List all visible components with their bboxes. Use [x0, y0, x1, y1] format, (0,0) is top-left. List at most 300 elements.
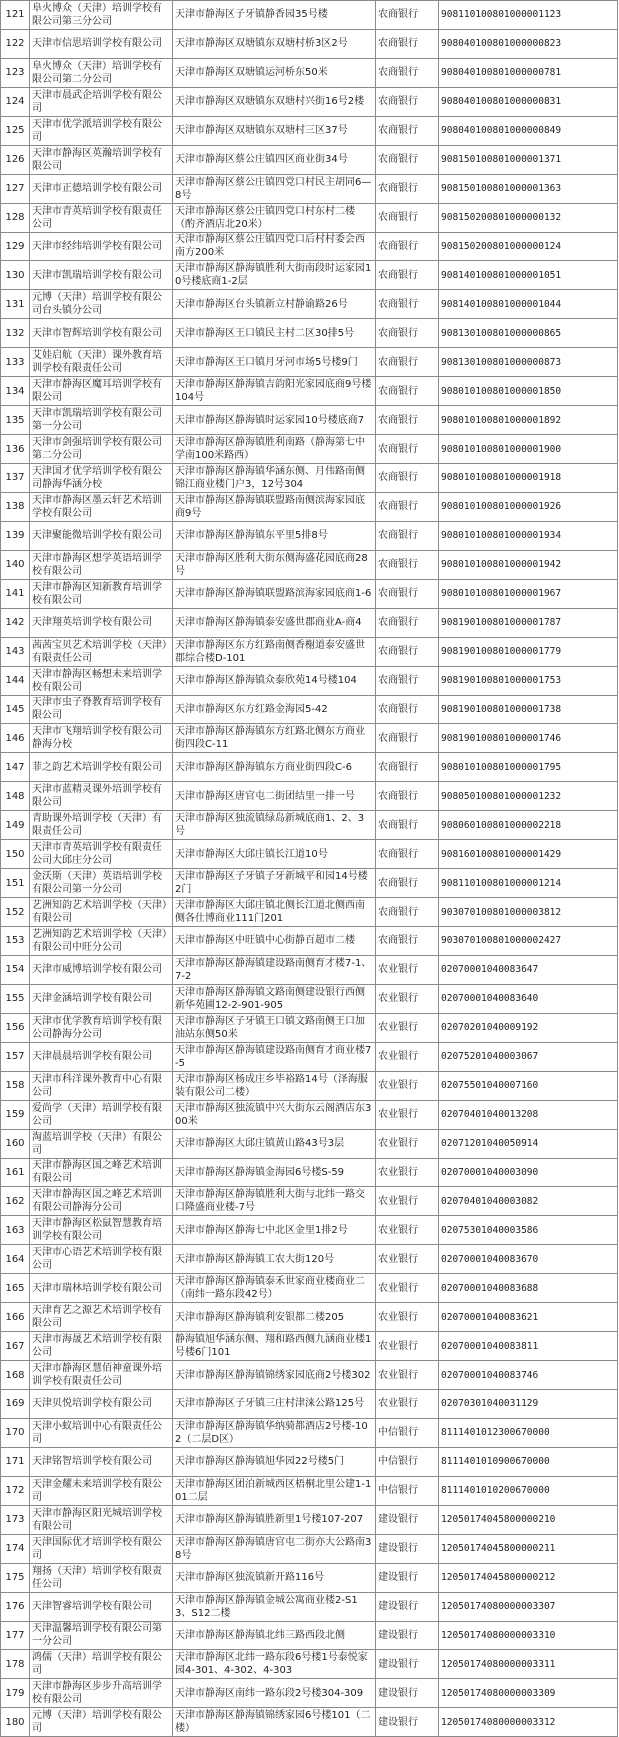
- school-name-cell: 天津市静海区畅想未来培训学校有限公司: [30, 666, 173, 695]
- row-number-cell: 124: [1, 87, 30, 116]
- bank-name-cell: 农业银行: [376, 1013, 439, 1042]
- account-number-cell: 02070001040083621: [439, 1303, 618, 1332]
- bank-name-cell: 农商银行: [376, 898, 439, 927]
- table-row: [1, 1332, 618, 1361]
- school-name-cell: 天津晨晨培训学校有限公司: [30, 1042, 173, 1071]
- row-number-cell: 168: [1, 1361, 30, 1390]
- address-cell: 天津市静海区子牙镇三庄村津涞公路125号: [173, 1390, 376, 1419]
- bank-name-cell: 农商银行: [376, 1, 439, 30]
- bank-name-cell: 农商银行: [376, 377, 439, 406]
- table-row: [1, 840, 618, 869]
- account-number-cell: 12050174045800000211: [439, 1534, 618, 1563]
- row-number-cell: 142: [1, 608, 30, 637]
- address-cell: 天津市静海区静海镇北纬三路西段北侧: [173, 1621, 376, 1650]
- account-number-cell: 908110100801000001123: [439, 1, 618, 30]
- account-number-cell: 12050174080000003310: [439, 1621, 618, 1650]
- account-number-cell: 908140100801000001051: [439, 261, 618, 290]
- school-name-cell: 天津市凯瑞培训学校有限公司第一分公司: [30, 406, 173, 435]
- table-row: [1, 261, 618, 290]
- account-number-cell: 908130100801000000865: [439, 319, 618, 348]
- table-row: [1, 550, 618, 579]
- table-body: [1, 1, 618, 1737]
- address-cell: 静海镇旭华涵东侧、翔和路西侧九涵商业楼1号楼6门101: [173, 1332, 376, 1361]
- account-number-cell: 908010100801000001967: [439, 579, 618, 608]
- account-number-cell: 903070100801000002427: [439, 927, 618, 956]
- account-number-cell: 908150100801000001363: [439, 174, 618, 203]
- school-name-cell: 天津市信思培训学校有限公司: [30, 29, 173, 58]
- row-number-cell: 137: [1, 464, 30, 493]
- address-cell: 天津市静海区独流镇新开路116号: [173, 1563, 376, 1592]
- address-cell: 天津市静海区静海镇胜利大街与北纬一路交口隆盛商业楼-7号: [173, 1187, 376, 1216]
- account-number-cell: 908150200801000000132: [439, 203, 618, 232]
- row-number-cell: 171: [1, 1447, 30, 1476]
- row-number-cell: 122: [1, 29, 30, 58]
- row-number-cell: 140: [1, 550, 30, 579]
- row-number-cell: 139: [1, 521, 30, 550]
- table-row: [1, 955, 618, 984]
- row-number-cell: 132: [1, 319, 30, 348]
- account-number-cell: 8111401010900670000: [439, 1447, 618, 1476]
- school-name-cell: 天津市静海区国之峰艺术培训有限公司: [30, 1158, 173, 1187]
- bank-name-cell: 农商银行: [376, 29, 439, 58]
- row-number-cell: 165: [1, 1274, 30, 1303]
- bank-name-cell: 农业银行: [376, 1187, 439, 1216]
- table-row: [1, 348, 618, 377]
- address-cell: 天津市静海区静海镇时运家园10号楼底商7: [173, 406, 376, 435]
- school-name-cell: 茜茜宝贝艺术培训学校（天津）有限责任公司: [30, 637, 173, 666]
- bank-name-cell: 建设银行: [376, 1563, 439, 1592]
- address-cell: 天津市静海区北纬一路东段6号楼1号泰悦家园4-301、4-302、4-303: [173, 1650, 376, 1679]
- address-cell: 天津市静海区静海镇东平里5排8号: [173, 521, 376, 550]
- row-number-cell: 147: [1, 753, 30, 782]
- bank-name-cell: 农商银行: [376, 782, 439, 811]
- address-cell: 天津市静海区子牙镇子牙新城平和园14号楼2门: [173, 869, 376, 898]
- table-row: [1, 174, 618, 203]
- account-number-cell: 908010100801000001934: [439, 521, 618, 550]
- school-name-cell: 淘蓝培训学校（天津）有限公司: [30, 1129, 173, 1158]
- bank-name-cell: 农商银行: [376, 840, 439, 869]
- address-cell: 天津市静海区静海镇胜利大街南段时运家园10号楼底商1-2层: [173, 261, 376, 290]
- school-name-cell: 天津市剑强培训学校有限公司第二分公司: [30, 435, 173, 464]
- bank-name-cell: 农商银行: [376, 492, 439, 521]
- bank-name-cell: 农商银行: [376, 464, 439, 493]
- bank-name-cell: 农商银行: [376, 348, 439, 377]
- bank-name-cell: 农商银行: [376, 116, 439, 145]
- row-number-cell: 154: [1, 955, 30, 984]
- account-number-cell: 02070001040083688: [439, 1274, 618, 1303]
- address-cell: 天津市静海区静海镇胜利南路（静海第七中学南100米路西）: [173, 435, 376, 464]
- table-row: [1, 1187, 618, 1216]
- table-row: [1, 1042, 618, 1071]
- address-cell: 天津市静海区蔡公庄镇四党口村民主胡同6—8号: [173, 174, 376, 203]
- account-number-cell: 908190100801000001787: [439, 608, 618, 637]
- row-number-cell: 159: [1, 1100, 30, 1129]
- table-row: [1, 1708, 618, 1737]
- address-cell: 天津市静海区静海镇华涵东侧、月伟路南侧锦江商业楼门户3，12号304: [173, 464, 376, 493]
- school-name-cell: 天津翔英培训学校有限公司: [30, 608, 173, 637]
- bank-name-cell: 建设银行: [376, 1505, 439, 1534]
- bank-name-cell: 农业银行: [376, 1158, 439, 1187]
- row-number-cell: 161: [1, 1158, 30, 1187]
- account-number-cell: 903070100801000003812: [439, 898, 618, 927]
- row-number-cell: 170: [1, 1418, 30, 1447]
- table-row: [1, 1447, 618, 1476]
- school-name-cell: 翔扬（天津）培训学校有限责任公司: [30, 1563, 173, 1592]
- bank-name-cell: 建设银行: [376, 1679, 439, 1708]
- bank-name-cell: 农业银行: [376, 1390, 439, 1419]
- bank-name-cell: 建设银行: [376, 1592, 439, 1621]
- address-cell: 天津市静海区静海镇众泰欣苑14号楼104: [173, 666, 376, 695]
- bank-name-cell: 农商银行: [376, 608, 439, 637]
- row-number-cell: 146: [1, 724, 30, 753]
- address-cell: 天津市静海区静海镇锦绣家园底商2号楼302: [173, 1361, 376, 1390]
- account-number-cell: 02070001040083640: [439, 984, 618, 1013]
- address-cell: 天津市静海区静海镇华纳骑都酒店2号楼-102（二层D区）: [173, 1418, 376, 1447]
- table-row: [1, 1679, 618, 1708]
- table-row: [1, 521, 618, 550]
- table-row: [1, 1534, 618, 1563]
- bank-name-cell: 农商银行: [376, 435, 439, 464]
- table-row: [1, 116, 618, 145]
- account-number-cell: 02070401040003082: [439, 1187, 618, 1216]
- school-name-cell: 天津市静海区想学英语培训学校有限公司: [30, 550, 173, 579]
- row-number-cell: 131: [1, 290, 30, 319]
- row-number-cell: 166: [1, 1303, 30, 1332]
- bank-name-cell: 中信银行: [376, 1447, 439, 1476]
- row-number-cell: 155: [1, 984, 30, 1013]
- account-number-cell: 12050174080000003307: [439, 1592, 618, 1621]
- row-number-cell: 174: [1, 1534, 30, 1563]
- row-number-cell: 175: [1, 1563, 30, 1592]
- bank-name-cell: 农商银行: [376, 637, 439, 666]
- address-cell: 天津市静海区子牙镇王口镇文路南侧王口加油站东侧50米: [173, 1013, 376, 1042]
- address-cell: 天津市静海区王口镇月牙河市场5号楼9门: [173, 348, 376, 377]
- school-name-cell: 天津市静海区国之峰艺术培训有限公司静海分公司: [30, 1187, 173, 1216]
- account-number-cell: 02070001040083811: [439, 1332, 618, 1361]
- bank-name-cell: 农业银行: [376, 984, 439, 1013]
- address-cell: 天津市静海区独流镇绿岛新城底商1、2、3号: [173, 811, 376, 840]
- table-row: [1, 1216, 618, 1245]
- table-row: [1, 1129, 618, 1158]
- row-number-cell: 156: [1, 1013, 30, 1042]
- table-row: [1, 492, 618, 521]
- school-name-cell: 阜火博众（天津）培训学校有限公司第三分公司: [30, 1, 173, 30]
- bank-name-cell: 农商银行: [376, 695, 439, 724]
- address-cell: 天津市静海区杨成庄乡毕裕路14号（泽海服装有限公司二楼）: [173, 1071, 376, 1100]
- table-row: [1, 1071, 618, 1100]
- account-number-cell: 908050100801000001232: [439, 782, 618, 811]
- table-row: [1, 232, 618, 261]
- account-number-cell: 908040100801000000849: [439, 116, 618, 145]
- bank-name-cell: 农业银行: [376, 1216, 439, 1245]
- school-name-cell: 天津聚能微培训学校有限公司: [30, 521, 173, 550]
- account-number-cell: 908040100801000000781: [439, 58, 618, 87]
- address-cell: 天津市静海区团泊新城西区梧桐北里公建1-101二层: [173, 1476, 376, 1505]
- address-cell: 天津市静海区大邱庄镇北侧长江道北侧西南侧各仕博商业111门201: [173, 898, 376, 927]
- account-number-cell: 908010100801000001926: [439, 492, 618, 521]
- account-number-cell: 02075201040003067: [439, 1042, 618, 1071]
- address-cell: 天津市静海区静海镇联盟路南侧滨海家园底商9号: [173, 492, 376, 521]
- bank-name-cell: 农商银行: [376, 666, 439, 695]
- address-cell: 天津市静海区静海镇工农大街120号: [173, 1245, 376, 1274]
- table-row: [1, 319, 618, 348]
- row-number-cell: 141: [1, 579, 30, 608]
- row-number-cell: 134: [1, 377, 30, 406]
- row-number-cell: 143: [1, 637, 30, 666]
- table-row: [1, 579, 618, 608]
- address-cell: 天津市静海区双塘镇运河桥东50米: [173, 58, 376, 87]
- table-row: [1, 666, 618, 695]
- address-cell: 天津市静海区静海镇东方红路北侧东方商业街四段C-11: [173, 724, 376, 753]
- table-row: [1, 1563, 618, 1592]
- row-number-cell: 162: [1, 1187, 30, 1216]
- account-number-cell: 908010100801000001850: [439, 377, 618, 406]
- school-name-cell: 金沃斯（天津）英语培训学校有限公司第一分公司: [30, 869, 173, 898]
- account-number-cell: 908110100801000001214: [439, 869, 618, 898]
- account-number-cell: 12050174080000003311: [439, 1650, 618, 1679]
- row-number-cell: 129: [1, 232, 30, 261]
- table-row: [1, 1650, 618, 1679]
- school-name-cell: 天津市经纬培训学校有限公司: [30, 232, 173, 261]
- bank-name-cell: 农业银行: [376, 1361, 439, 1390]
- address-cell: 天津市静海区王口镇民主村二区30排5号: [173, 319, 376, 348]
- school-name-cell: 天津市晨武企培训学校有限公司: [30, 87, 173, 116]
- account-number-cell: 02070001040083647: [439, 955, 618, 984]
- school-name-cell: 天津智睿培训学校有限公司: [30, 1592, 173, 1621]
- school-name-cell: 天津市静海区英瀚培训学校有限公司: [30, 145, 173, 174]
- table-row: [1, 984, 618, 1013]
- school-name-cell: 天津市海晟艺术培训学校有限公司: [30, 1332, 173, 1361]
- table-row: [1, 898, 618, 927]
- bank-name-cell: 建设银行: [376, 1621, 439, 1650]
- account-number-cell: 8111401010200670000: [439, 1476, 618, 1505]
- address-cell: 天津市静海区静海镇泰安盛世郡商业A-商4: [173, 608, 376, 637]
- row-number-cell: 135: [1, 406, 30, 435]
- bank-name-cell: 农业银行: [376, 1071, 439, 1100]
- account-number-cell: 02070001040083670: [439, 1245, 618, 1274]
- table-row: [1, 1592, 618, 1621]
- account-number-cell: 908130100801000000873: [439, 348, 618, 377]
- school-name-cell: 元博（天津）培训学校有限公司: [30, 1708, 173, 1737]
- address-cell: 天津市静海区中旺镇中心街静百超市二楼: [173, 927, 376, 956]
- school-name-cell: 天津育艺之源艺术培训学校有限公司: [30, 1303, 173, 1332]
- row-number-cell: 133: [1, 348, 30, 377]
- bank-name-cell: 农商银行: [376, 319, 439, 348]
- account-number-cell: 908040100801000000831: [439, 87, 618, 116]
- table-row: [1, 811, 618, 840]
- account-number-cell: 12050174045800000210: [439, 1505, 618, 1534]
- bank-name-cell: 农业银行: [376, 1245, 439, 1274]
- row-number-cell: 152: [1, 898, 30, 927]
- table-row: [1, 290, 618, 319]
- table-row: [1, 1476, 618, 1505]
- account-number-cell: 908190100801000001738: [439, 695, 618, 724]
- bank-name-cell: 农商银行: [376, 550, 439, 579]
- account-number-cell: 908160100801000001429: [439, 840, 618, 869]
- table-row: [1, 435, 618, 464]
- account-number-cell: 12050174080000003309: [439, 1679, 618, 1708]
- table-row: [1, 58, 618, 87]
- table-row: [1, 637, 618, 666]
- row-number-cell: 136: [1, 435, 30, 464]
- bank-name-cell: 农业银行: [376, 1274, 439, 1303]
- table-row: [1, 406, 618, 435]
- account-number-cell: 12050174045800000212: [439, 1563, 618, 1592]
- row-number-cell: 164: [1, 1245, 30, 1274]
- school-name-cell: 天津市静海区阳光城培训学校有限公司: [30, 1505, 173, 1534]
- account-number-cell: 908150100801000001371: [439, 145, 618, 174]
- address-cell: 天津市静海区静海镇文路南侧建设银行西侧新华苑圃12-2-901-905: [173, 984, 376, 1013]
- account-number-cell: 02070001040083746: [439, 1361, 618, 1390]
- school-name-cell: 天津金涵培训学校有限公司: [30, 984, 173, 1013]
- row-number-cell: 169: [1, 1390, 30, 1419]
- table-row: [1, 464, 618, 493]
- row-number-cell: 180: [1, 1708, 30, 1737]
- address-cell: 天津市静海区静海镇利安银都二楼205: [173, 1303, 376, 1332]
- account-number-cell: 908040100801000000823: [439, 29, 618, 58]
- table-row: [1, 782, 618, 811]
- school-name-cell: 艺洲知韵艺术培训学校（天津）有限公司: [30, 898, 173, 927]
- school-name-cell: 天津温馨培训学校有限公司第一分公司: [30, 1621, 173, 1650]
- school-name-cell: 天津国才优学培训学校有限公司静海华涵分校: [30, 464, 173, 493]
- address-cell: 天津市静海区东方红路南侧香榭道泰安盛世郡综合楼D-101: [173, 637, 376, 666]
- address-cell: 天津市静海区双塘镇东双塘村三区37号: [173, 116, 376, 145]
- bank-name-cell: 农商银行: [376, 521, 439, 550]
- account-number-cell: 908010100801000001795: [439, 753, 618, 782]
- bank-name-cell: 农业银行: [376, 1042, 439, 1071]
- address-cell: 天津市静海区双塘镇东双塘村兴街16号2楼: [173, 87, 376, 116]
- bank-name-cell: 中信银行: [376, 1418, 439, 1447]
- school-name-cell: 天津市静海区知新教育培训学校有限公司: [30, 579, 173, 608]
- row-number-cell: 177: [1, 1621, 30, 1650]
- school-name-cell: 天津国际优才培训学校有限公司: [30, 1534, 173, 1563]
- school-name-cell: 天津市静海区松鼠智慧教育培训学校有限公司: [30, 1216, 173, 1245]
- row-number-cell: 121: [1, 1, 30, 30]
- bank-name-cell: 农业银行: [376, 1332, 439, 1361]
- bank-name-cell: 建设银行: [376, 1650, 439, 1679]
- table-row: [1, 753, 618, 782]
- row-number-cell: 153: [1, 927, 30, 956]
- bank-name-cell: 农业银行: [376, 1303, 439, 1332]
- school-name-cell: 天津市青英培训学校有限责任公司大邱庄分公司: [30, 840, 173, 869]
- school-name-cell: 天津市静海区墨云轩艺术培训学校有限公司: [30, 492, 173, 521]
- school-name-cell: 天津小蚁培训中心有限责任公司: [30, 1418, 173, 1447]
- row-number-cell: 173: [1, 1505, 30, 1534]
- school-name-cell: 天津市凯瑞培训学校有限公司: [30, 261, 173, 290]
- address-cell: 天津市静海区南纬一路东段2号楼304-309: [173, 1679, 376, 1708]
- address-cell: 天津市静海区大邱庄镇黄山路43号3层: [173, 1129, 376, 1158]
- account-number-cell: 908010100801000001900: [439, 435, 618, 464]
- address-cell: 天津市静海区大邱庄镇长江道10号: [173, 840, 376, 869]
- account-number-cell: 8111401012300670000: [439, 1418, 618, 1447]
- row-number-cell: 158: [1, 1071, 30, 1100]
- address-cell: 天津市静海区独流镇中兴大街东云阁酒店东300米: [173, 1100, 376, 1129]
- bank-name-cell: 中信银行: [376, 1476, 439, 1505]
- bank-name-cell: 农商银行: [376, 290, 439, 319]
- table-row: [1, 203, 618, 232]
- school-name-cell: 青助课外培训学校（天津）有限责任公司: [30, 811, 173, 840]
- table-row: [1, 1390, 618, 1419]
- bank-name-cell: 农商银行: [376, 174, 439, 203]
- school-name-cell: 艺洲知韵艺术培训学校（天津）有限公司中旺分公司: [30, 927, 173, 956]
- row-number-cell: 167: [1, 1332, 30, 1361]
- row-number-cell: 178: [1, 1650, 30, 1679]
- address-cell: 天津市静海区静海镇金城公寓商业楼2-S13、S12二楼: [173, 1592, 376, 1621]
- table-row: [1, 1505, 618, 1534]
- row-number-cell: 163: [1, 1216, 30, 1245]
- school-name-cell: 天津市瑞林培训学校有限公司: [30, 1274, 173, 1303]
- table-row: [1, 377, 618, 406]
- row-number-cell: 145: [1, 695, 30, 724]
- bank-name-cell: 农商银行: [376, 232, 439, 261]
- account-number-cell: 908060100801000002218: [439, 811, 618, 840]
- address-cell: 天津市静海区静海镇锦绣家园6号楼101（二楼）: [173, 1708, 376, 1737]
- table-row: [1, 145, 618, 174]
- table-row: [1, 608, 618, 637]
- address-cell: 天津市静海区静海镇建设路南侧育才楼7-1、7-2: [173, 955, 376, 984]
- bank-name-cell: 农商银行: [376, 203, 439, 232]
- account-number-cell: 02075501040007160: [439, 1071, 618, 1100]
- account-number-cell: 908190100801000001746: [439, 724, 618, 753]
- table-row: [1, 1100, 618, 1129]
- row-number-cell: 128: [1, 203, 30, 232]
- bank-name-cell: 农商银行: [376, 58, 439, 87]
- address-cell: 天津市静海区静海镇东方商业街四段C-6: [173, 753, 376, 782]
- address-cell: 天津市静海区静海镇旭华园22号楼5门: [173, 1447, 376, 1476]
- row-number-cell: 179: [1, 1679, 30, 1708]
- row-number-cell: 123: [1, 58, 30, 87]
- account-number-cell: 908190100801000001779: [439, 637, 618, 666]
- bank-name-cell: 农商银行: [376, 261, 439, 290]
- table-row: [1, 1245, 618, 1274]
- school-name-cell: 天津市虫子脊教育培训学校有限公司: [30, 695, 173, 724]
- address-cell: 天津市静海区唐官屯二街团结里一排一号: [173, 782, 376, 811]
- row-number-cell: 127: [1, 174, 30, 203]
- account-number-cell: 02071201040050914: [439, 1129, 618, 1158]
- row-number-cell: 172: [1, 1476, 30, 1505]
- bank-name-cell: 农业银行: [376, 955, 439, 984]
- address-cell: 天津市静海区静海镇联盟路滨海家园底商1-6: [173, 579, 376, 608]
- school-name-cell: 天津市静海区慧佰神童课外培训学校有限责任公司: [30, 1361, 173, 1390]
- row-number-cell: 150: [1, 840, 30, 869]
- row-number-cell: 149: [1, 811, 30, 840]
- school-name-cell: 天津金耀未来培训学校有限公司: [30, 1476, 173, 1505]
- row-number-cell: 130: [1, 261, 30, 290]
- address-cell: 天津市静海区蔡公庄镇四区商业街34号: [173, 145, 376, 174]
- table-row: [1, 695, 618, 724]
- bank-name-cell: 农商银行: [376, 811, 439, 840]
- school-name-cell: 鸿儒（天津）培训学校有限公司: [30, 1650, 173, 1679]
- address-cell: 天津市静海区静海镇金海园6号楼S-59: [173, 1158, 376, 1187]
- bank-name-cell: 建设银行: [376, 1534, 439, 1563]
- table-row: [1, 1303, 618, 1332]
- row-number-cell: 176: [1, 1592, 30, 1621]
- row-number-cell: 160: [1, 1129, 30, 1158]
- table-row: [1, 1621, 618, 1650]
- row-number-cell: 126: [1, 145, 30, 174]
- school-name-cell: 天津市静海区步步升高培训学校有限公司: [30, 1679, 173, 1708]
- row-number-cell: 144: [1, 666, 30, 695]
- table-row: [1, 1361, 618, 1390]
- address-cell: 天津市静海区台头镇新立村静谕路26号: [173, 290, 376, 319]
- school-name-cell: 天津市优学派培训学校有限公司: [30, 116, 173, 145]
- school-name-cell: 阜火博众（天津）培训学校有限公司第二分公司: [30, 58, 173, 87]
- table-row: [1, 1158, 618, 1187]
- address-cell: 天津市静海区蔡公庄镇四党口后村村委会西南方200米: [173, 232, 376, 261]
- account-number-cell: 02070201040009192: [439, 1013, 618, 1042]
- school-name-cell: 爱尚学（天津）培训学校有限公司: [30, 1100, 173, 1129]
- school-name-cell: 天津市蓝精灵课外培训学校有限公司: [30, 782, 173, 811]
